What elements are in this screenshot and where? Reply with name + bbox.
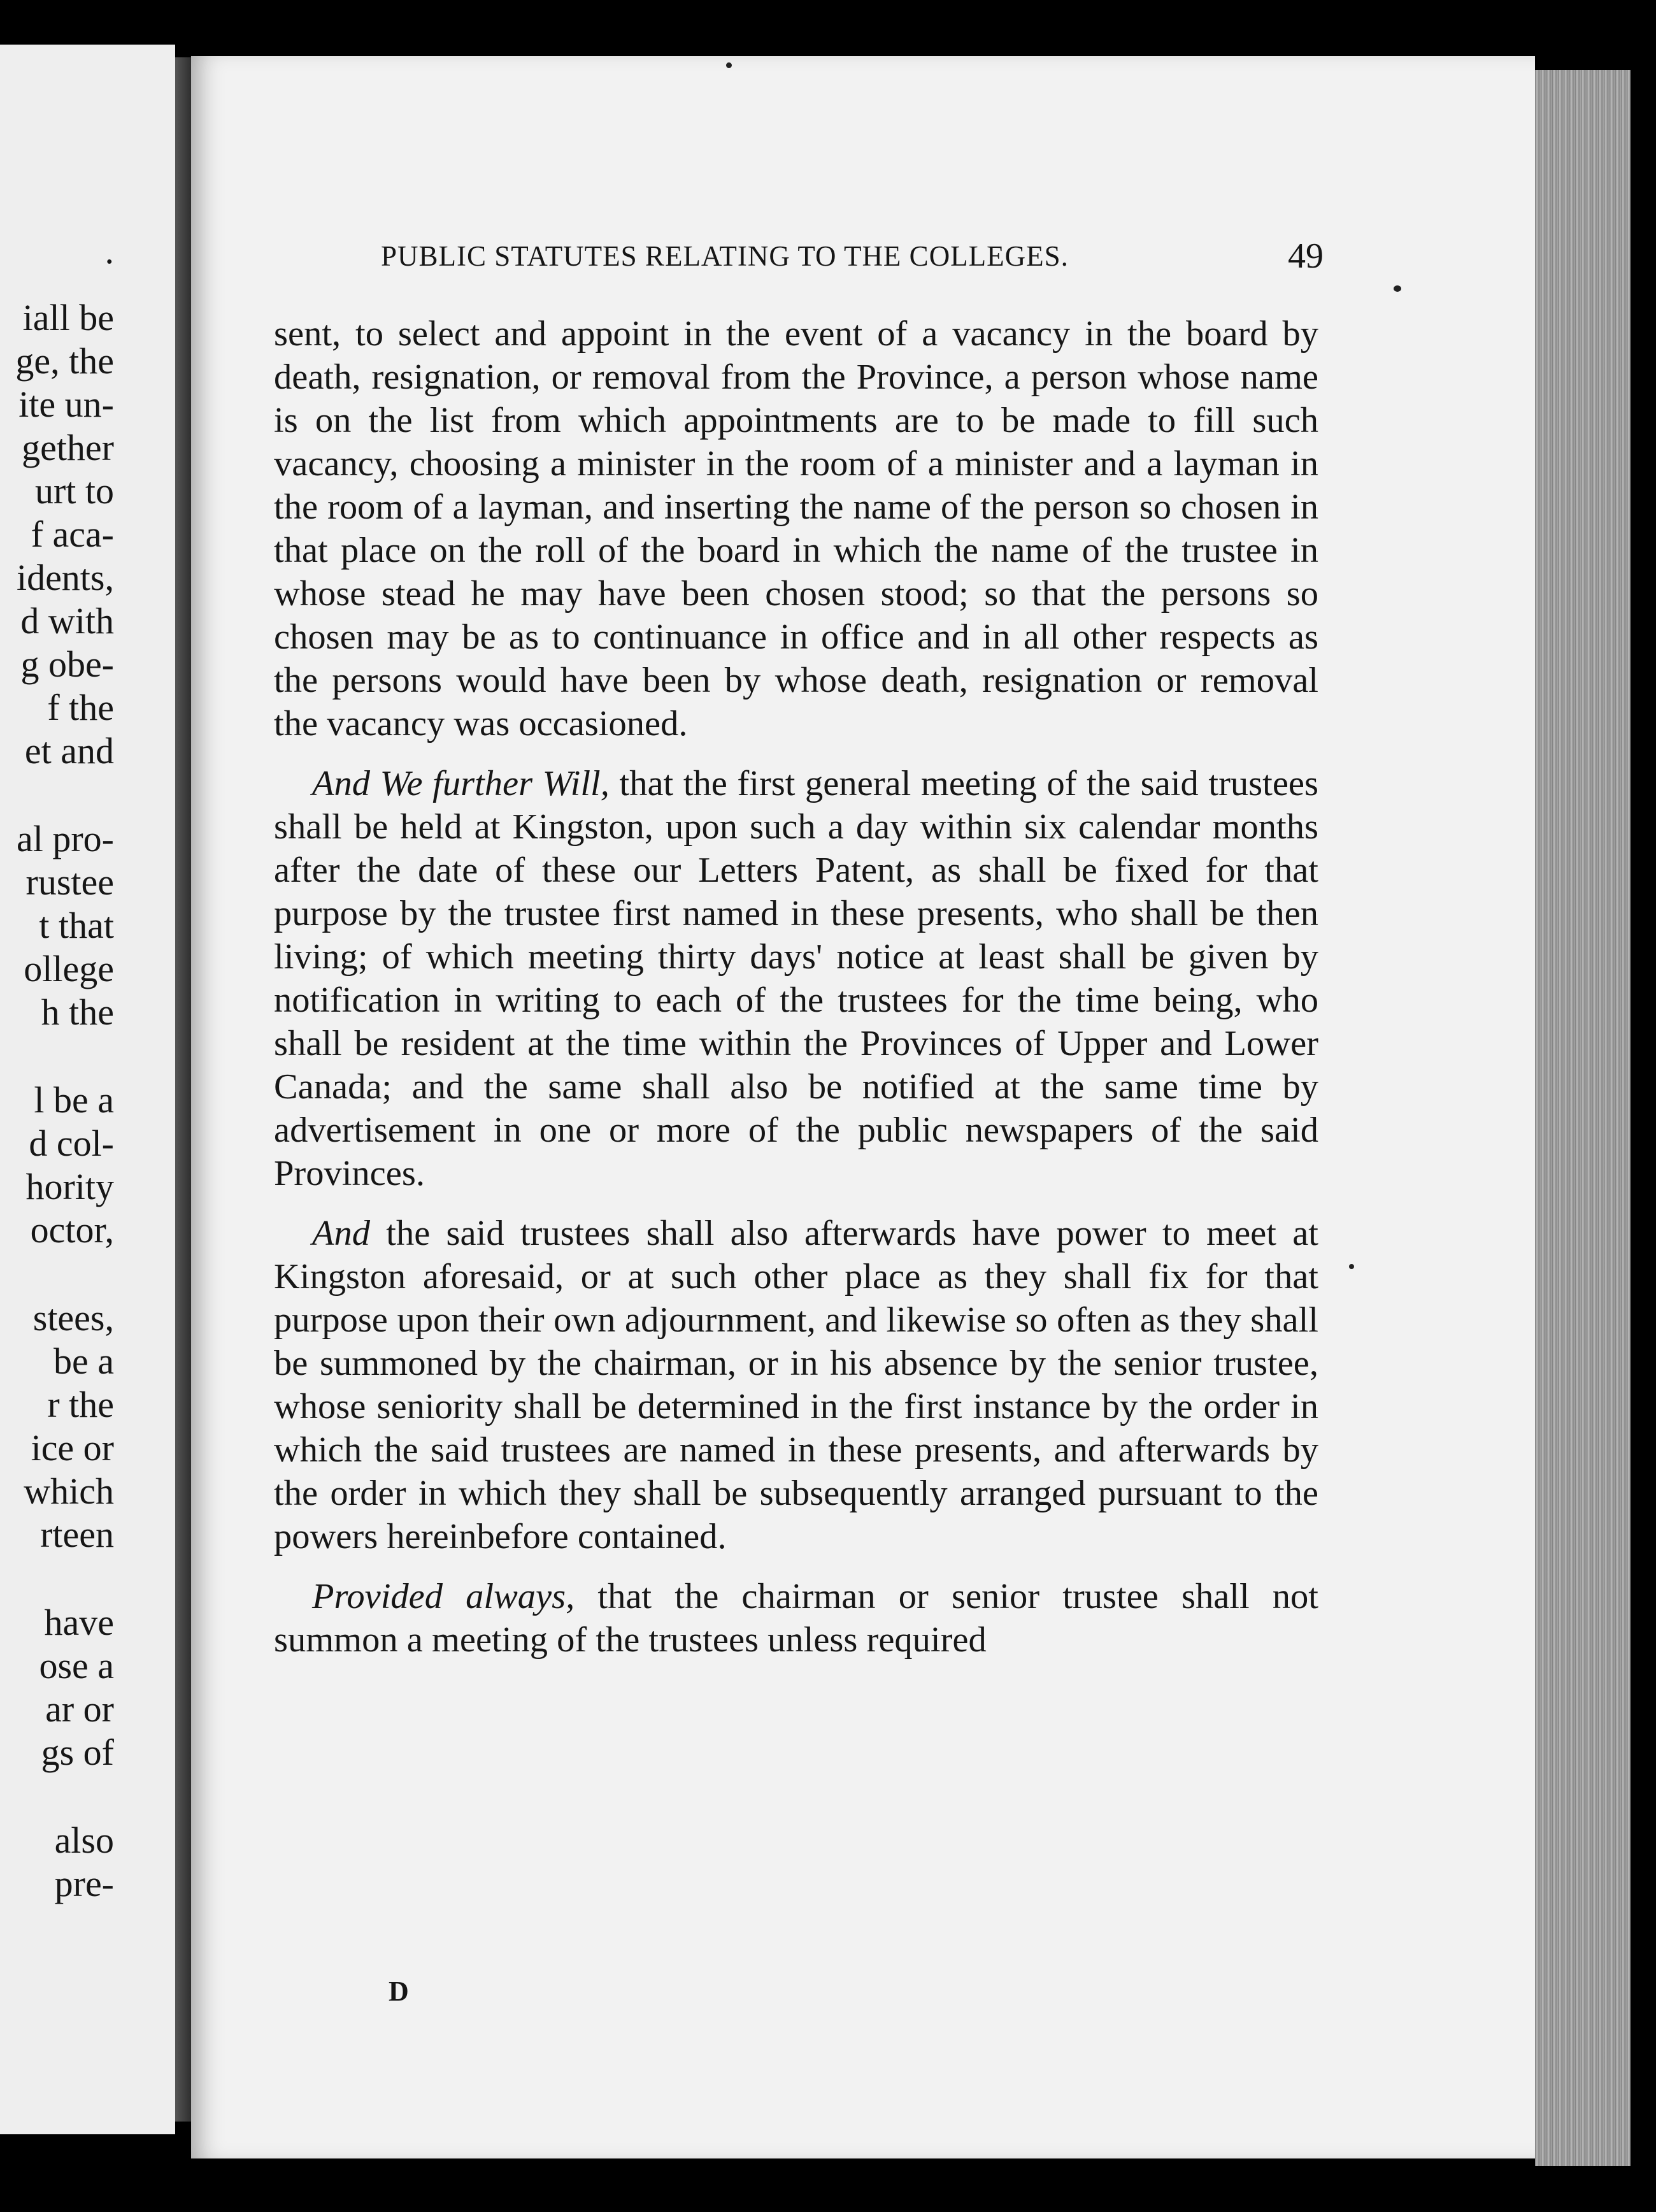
paragraph: [274, 1575, 1318, 1662]
page-number: 49: [1288, 236, 1324, 276]
facing-page-line: l be a: [34, 1079, 114, 1121]
facing-page-line: ar or: [45, 1688, 114, 1730]
paragraph-lead: And We further Will,: [312, 764, 610, 803]
facing-page: [0, 45, 175, 2134]
facing-page-line: et and: [24, 730, 114, 772]
facing-page-line: which: [24, 1470, 114, 1512]
facing-page-line: pre-: [54, 1863, 114, 1904]
page-edges: [1535, 70, 1631, 2166]
facing-page-line: ite un-: [18, 384, 114, 425]
facing-page-line: hority: [25, 1166, 114, 1207]
facing-page-line: .: [104, 230, 114, 271]
body-text: [274, 312, 1318, 1662]
facing-page-line: g obe-: [20, 643, 114, 685]
paragraph-text: that the first general meeting of the said trustees shall be held at Kingston, upon such a day within six calendar months after the date of these our Letters Patent, as shall be fixed for that purpose by the trustee first named in these presents, who shall be then living; of which meeting thirty days' notice at least shall be given by notification in writing to each of the trustees for the time being, who shall be resident at the time within the Provinces of Upper and Lower Canada; and the same shall also be notified at the same time by advertisement in one or more of the public newspapers of the said Provinces.: [274, 764, 1318, 1193]
facing-page-line: ollege: [24, 948, 114, 989]
facing-page-line: iall be: [22, 297, 114, 338]
paragraph-text: that the chairman or senior trustee shall not summon a meeting of the trustees unless required: [274, 1577, 1319, 1660]
facing-page-line: octor,: [30, 1209, 114, 1251]
facing-page-line: d col-: [29, 1123, 114, 1164]
facing-page-line: ice or: [31, 1427, 114, 1469]
facing-page-line: also: [54, 1820, 114, 1861]
facing-page-line: gether: [22, 427, 114, 468]
facing-page-line: idents,: [16, 557, 114, 598]
facing-page-line: stees,: [32, 1297, 114, 1339]
signature-mark: D: [389, 1976, 409, 2007]
facing-page-line: r the: [47, 1384, 114, 1425]
paragraph: [274, 762, 1318, 1195]
paragraph: [274, 312, 1318, 745]
paragraph-text: the said trustees shall also afterwards have power to meet at Kingston aforesaid, or at such other place as they shall fix for that purpose upon their own adjournment, and likewise so often as they shall be summoned by the chairman, or in his absence by the senior trustee, whose seniority shall be determined in the first instance by the order in which the said trustees are named in these presents, and afterwards by the order in which they shall be subsequently arranged pursuant to the powers hereinbefore contained.: [274, 1214, 1318, 1556]
paragraph: [274, 1212, 1318, 1558]
paragraph-lead: And: [312, 1214, 371, 1253]
facing-page-line: be a: [54, 1340, 114, 1382]
ink-speck: [1349, 1264, 1354, 1269]
facing-page-line: ge, the: [15, 340, 114, 382]
facing-page-line: rteen: [40, 1514, 114, 1555]
facing-page-line: rustee: [25, 861, 114, 903]
facing-page-line: al pro-: [17, 818, 114, 859]
facing-page-line: t that: [39, 905, 114, 946]
facing-page-line: f the: [47, 687, 114, 728]
page-header: [381, 236, 1324, 287]
facing-page-line: h the: [41, 991, 114, 1033]
facing-page-line: ose a: [39, 1645, 114, 1686]
facing-page-line: d with: [20, 600, 114, 642]
facing-page-line: f aca-: [31, 514, 114, 555]
ink-speck: [726, 62, 732, 68]
paragraph-lead: Provided always,: [312, 1577, 575, 1616]
facing-page-line: have: [44, 1602, 114, 1643]
facing-page-line: gs of: [41, 1732, 114, 1773]
ink-speck: [1394, 285, 1401, 292]
paragraph-text: sent, to select and appoint in the event of a vacancy in the board by death, resignation, or removal from the Province, a person whose name is on the list from which appointments are to be made to fill such vacancy, choosing a minister in the room of a minister and a layman in the room of a layman, and inserting the name of the person so chosen in that place on the roll of the board in which the name of the trustee in whose stead he may have been chosen stood; so that the persons so chosen may be as to continuance in office and in all other respects as the persons would have been by whose death, resignation or removal the vacancy was occasioned.: [274, 314, 1318, 743]
facing-page-line: urt to: [34, 470, 114, 512]
running-head: PUBLIC STATUTES RELATING TO THE COLLEGES.: [381, 240, 1069, 272]
